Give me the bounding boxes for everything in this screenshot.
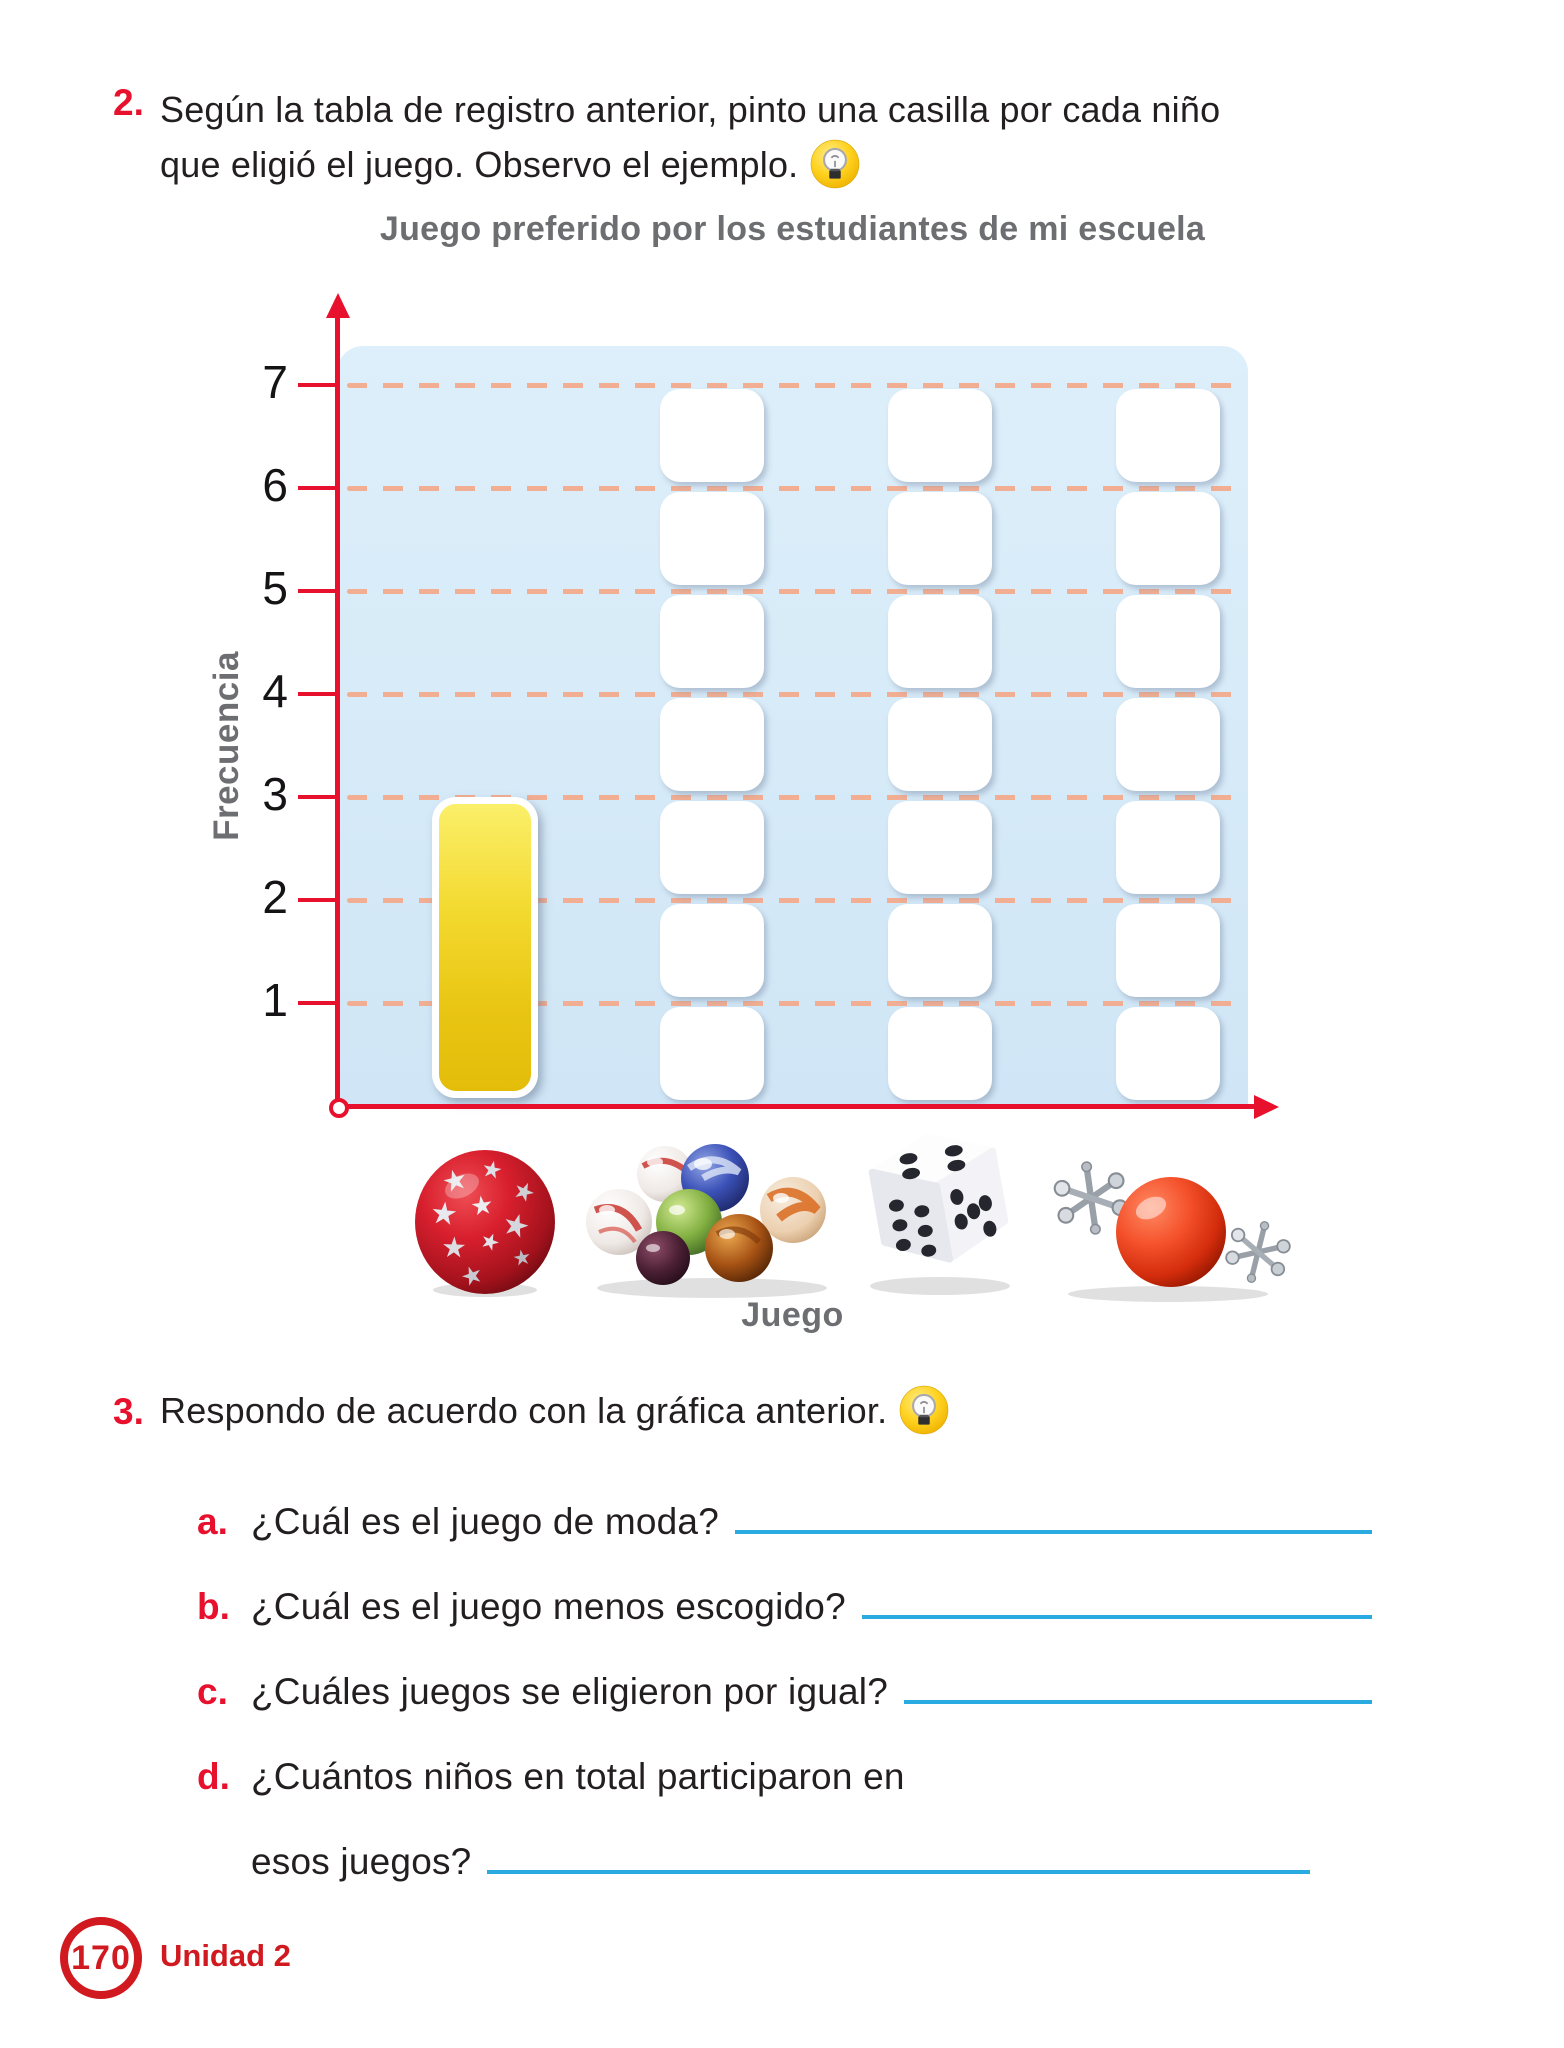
empty-cell-canicas-6[interactable] bbox=[660, 492, 764, 585]
y-tick-label-6: 6 bbox=[262, 459, 288, 511]
empty-cell-dado-5[interactable] bbox=[888, 595, 992, 688]
question-b-label: b. bbox=[197, 1586, 230, 1627]
gridline-4 bbox=[347, 692, 1239, 697]
question-b bbox=[197, 1572, 1372, 1628]
chart-title: Juego preferido por los estudiantes de mi escuela bbox=[379, 210, 1206, 248]
x-axis-arrow-icon bbox=[1254, 1095, 1279, 1119]
item-2-line1: Según la tabla de registro anterior, pinto una casilla por cada niño bbox=[160, 89, 1221, 130]
gridline-7 bbox=[347, 383, 1239, 388]
question-d-line1 bbox=[197, 1742, 1372, 1798]
y-tick-label-1: 1 bbox=[262, 974, 288, 1026]
empty-cell-dado-3[interactable] bbox=[888, 801, 992, 894]
empty-cell-yacses-7[interactable] bbox=[1116, 389, 1220, 482]
empty-cell-dado-4[interactable] bbox=[888, 698, 992, 791]
question-d-text1: ¿Cuántos niños en total participaron en bbox=[251, 1756, 905, 1797]
empty-cell-yacses-5[interactable] bbox=[1116, 595, 1220, 688]
empty-cell-dado-1[interactable] bbox=[888, 1007, 992, 1100]
empty-cell-canicas-5[interactable] bbox=[660, 595, 764, 688]
empty-cell-dado-7[interactable] bbox=[888, 389, 992, 482]
empty-cell-yacses-4[interactable] bbox=[1116, 698, 1220, 791]
empty-cell-dado-2[interactable] bbox=[888, 904, 992, 997]
lightbulb-hint-icon bbox=[899, 1385, 949, 1435]
empty-cell-canicas-4[interactable] bbox=[660, 698, 764, 791]
y-axis-label: Frecuencia bbox=[207, 651, 246, 841]
empty-cell-canicas-7[interactable] bbox=[660, 389, 764, 482]
empty-cell-yacses-2[interactable] bbox=[1116, 904, 1220, 997]
y-tick-mark-4 bbox=[298, 692, 337, 696]
answer-line-d[interactable] bbox=[487, 1870, 1310, 1874]
lightbulb-hint-icon bbox=[810, 139, 860, 189]
answer-line-b[interactable] bbox=[862, 1615, 1372, 1619]
unit-label: Unidad 2 bbox=[160, 1938, 291, 1973]
question-d-line2 bbox=[251, 1827, 1310, 1883]
empty-cell-canicas-2[interactable] bbox=[660, 904, 764, 997]
y-tick-mark-2 bbox=[298, 898, 337, 902]
item-2-line2: que eligió el juego. Observo el ejemplo. bbox=[160, 144, 799, 185]
question-b-text: ¿Cuál es el juego menos escogido? bbox=[251, 1586, 846, 1627]
gridline-5 bbox=[347, 589, 1239, 594]
question-d-label: d. bbox=[197, 1756, 230, 1797]
y-tick-label-5: 5 bbox=[262, 562, 288, 614]
question-c-text: ¿Cuáles juegos se eligieron por igual? bbox=[251, 1671, 888, 1712]
example-bar-pelota de estrellas bbox=[432, 797, 538, 1098]
empty-cell-canicas-3[interactable] bbox=[660, 801, 764, 894]
item-3-line: Respondo de acuerdo con la gráfica anterior. bbox=[160, 1390, 888, 1431]
question-c-label: c. bbox=[197, 1671, 228, 1712]
category-icon-jacks bbox=[1043, 1146, 1293, 1311]
y-axis-line bbox=[335, 316, 340, 1110]
y-axis-arrow-icon bbox=[326, 293, 350, 318]
item-3-number: 3. bbox=[113, 1391, 144, 1433]
y-tick-mark-7 bbox=[298, 383, 337, 387]
y-tick-label-3: 3 bbox=[262, 768, 288, 820]
item-3 bbox=[113, 1386, 949, 1438]
item-2-text bbox=[160, 82, 1220, 192]
category-icon-star-ball bbox=[410, 1148, 560, 1303]
x-axis-label: Juego bbox=[741, 1296, 844, 1334]
y-tick-mark-6 bbox=[298, 486, 337, 490]
y-tick-mark-1 bbox=[298, 1001, 337, 1005]
x-axis-line bbox=[335, 1104, 1256, 1109]
page-number-badge bbox=[60, 1917, 142, 1999]
page-number: 170 bbox=[71, 1938, 131, 1977]
item-3-text bbox=[160, 1386, 949, 1438]
empty-cell-yacses-3[interactable] bbox=[1116, 801, 1220, 894]
item-2 bbox=[113, 82, 1220, 192]
question-a-label: a. bbox=[197, 1501, 228, 1542]
empty-cell-dado-6[interactable] bbox=[888, 492, 992, 585]
empty-cell-canicas-1[interactable] bbox=[660, 1007, 764, 1100]
y-tick-label-7: 7 bbox=[262, 356, 288, 408]
y-tick-label-2: 2 bbox=[262, 871, 288, 923]
question-c bbox=[197, 1657, 1372, 1713]
question-a-text: ¿Cuál es el juego de moda? bbox=[251, 1501, 719, 1542]
axis-origin-dot bbox=[329, 1098, 349, 1118]
question-a bbox=[197, 1487, 1372, 1543]
answer-line-a[interactable] bbox=[735, 1530, 1372, 1534]
question-d-text2: esos juegos? bbox=[251, 1841, 472, 1882]
y-tick-label-4: 4 bbox=[262, 665, 288, 717]
y-tick-mark-3 bbox=[298, 795, 337, 799]
item-2-number: 2. bbox=[113, 82, 144, 123]
empty-cell-yacses-6[interactable] bbox=[1116, 492, 1220, 585]
empty-cell-yacses-1[interactable] bbox=[1116, 1007, 1220, 1100]
answer-line-c[interactable] bbox=[904, 1700, 1372, 1704]
category-icon-marbles bbox=[577, 1126, 847, 1306]
category-icon-die bbox=[845, 1120, 1035, 1305]
y-tick-mark-5 bbox=[298, 589, 337, 593]
gridline-6 bbox=[347, 486, 1239, 491]
